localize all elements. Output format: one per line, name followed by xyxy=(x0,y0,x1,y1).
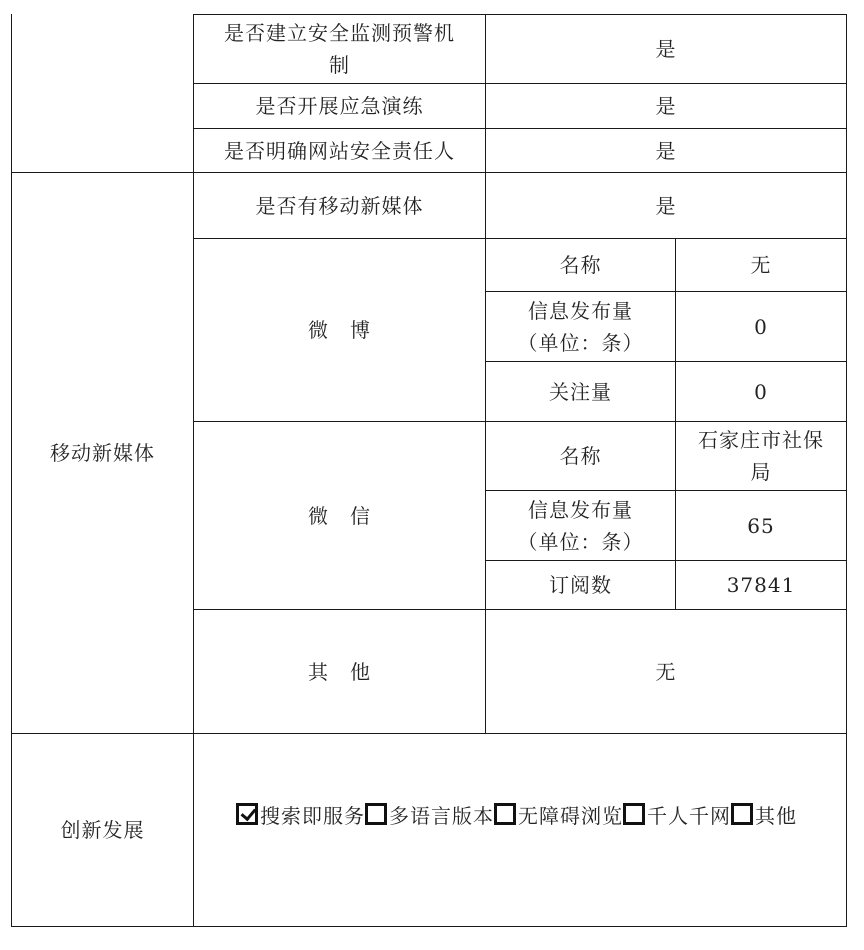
has-mobile-answer: 是 xyxy=(655,193,677,218)
checkbox-other[interactable] xyxy=(731,803,753,825)
weibo-posts-label: 信息发布量（单位：条） xyxy=(517,298,644,355)
wechat-label: 微 信 xyxy=(308,503,371,528)
weibo-followers-label: 关注量 xyxy=(549,379,612,404)
option-label: 搜索即服务 xyxy=(260,803,365,828)
checkbox-personalized[interactable] xyxy=(623,803,645,825)
option-label: 其他 xyxy=(755,803,797,828)
border-bottom xyxy=(11,926,847,927)
wechat-name-label: 名称 xyxy=(559,444,602,468)
option-label: 多语言版本 xyxy=(389,803,494,828)
has-mobile-question: 是否有移动新媒体 xyxy=(255,193,424,218)
checkbox-accessibility[interactable] xyxy=(494,803,516,825)
other-label: 其 他 xyxy=(308,659,371,684)
drill-answer: 是 xyxy=(655,94,677,118)
wechat-posts-label: 信息发布量（单位：条） xyxy=(517,497,644,554)
wechat-name-value: 石家庄市社保局 xyxy=(698,428,824,484)
border-right xyxy=(846,14,847,927)
monitoring-answer: 是 xyxy=(655,36,677,61)
weibo-label: 微 博 xyxy=(308,318,371,342)
wechat-posts-value: 65 xyxy=(747,513,775,538)
weibo-name-label: 名称 xyxy=(559,253,602,277)
mobile-section-label: 移动新媒体 xyxy=(50,441,155,465)
option-label: 无障碍浏览 xyxy=(518,803,623,828)
innovation-options xyxy=(236,796,797,832)
owner-question: 是否明确网站安全责任人 xyxy=(224,138,455,163)
weibo-name-value: 无 xyxy=(750,253,772,277)
weibo-posts-value: 0 xyxy=(754,314,768,339)
option-label: 千人千网 xyxy=(647,803,731,828)
weibo-followers-value: 0 xyxy=(754,379,768,404)
other-value: 无 xyxy=(655,659,677,684)
innovation-section-label: 创新发展 xyxy=(60,818,145,842)
wechat-subs-value: 37841 xyxy=(726,573,796,597)
drill-question: 是否开展应急演练 xyxy=(255,94,424,118)
checkbox-multilingual[interactable] xyxy=(365,803,387,825)
checkbox-search-as-service[interactable] xyxy=(236,803,258,825)
wechat-subs-label: 订阅数 xyxy=(549,573,612,597)
owner-answer: 是 xyxy=(655,138,677,163)
monitoring-question: 是否建立安全监测预警机制 xyxy=(224,20,455,77)
